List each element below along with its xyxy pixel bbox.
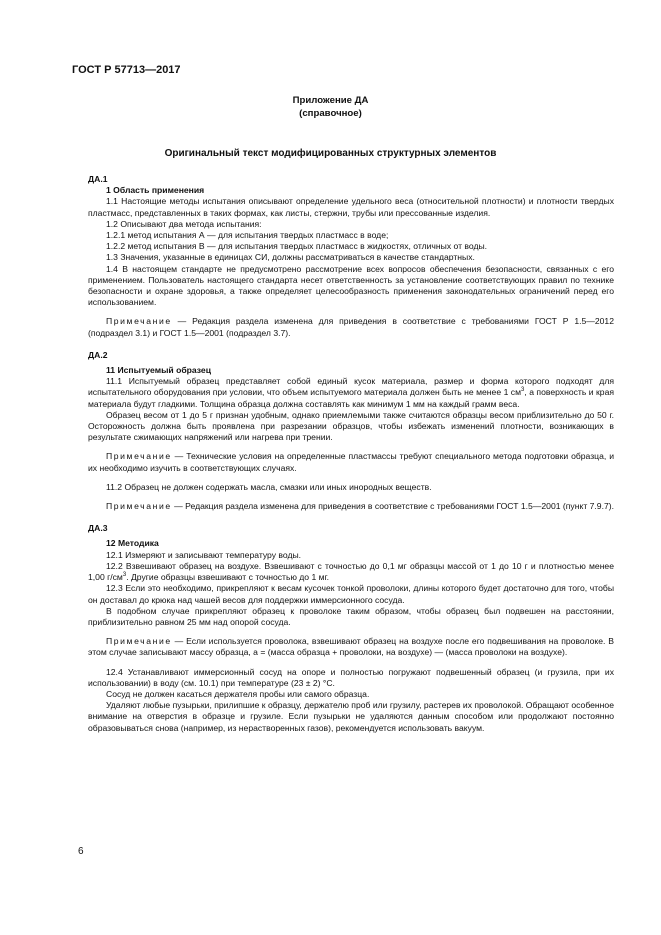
paragraph: В подобном случае прикрепляют образец к проволоке таким образом, чтобы образец был подвешен на расстоянии, приблизительно равном 25 мм над опорой сосуда. (88, 605, 614, 627)
section-title-scope: 1 Область применения (106, 185, 205, 196)
paragraph-text: . Другие образцы взвешивают с точностью до 1 мг. (126, 572, 330, 583)
page-number: 6 (78, 846, 84, 857)
note-label: Примечание (106, 451, 172, 462)
note (88, 451, 614, 473)
note (88, 501, 614, 512)
paragraph: 1.3 Значения, указанные в единицах СИ, должны рассматриваться в качестве стандартных. (106, 252, 475, 263)
paragraph: 11.2 Образец не должен содержать масла, смазки или иных инородных веществ. (106, 481, 432, 492)
paragraph-text: , а поверхность и края материала будут гладкими. Толщина образца должна составлять как минимум 1 мм на каждый грамм веса. (88, 387, 615, 409)
superscript: 3 (122, 572, 127, 579)
main-title: Оригинальный текст модифицированных структурных элементов (164, 148, 497, 159)
paragraph: 1.4 В настоящем стандарте не предусмотрено рассмотрение всех вопросов обеспечения безопасности, связанных с его применением. Пользователь настоящего стандарта несет ответственность за установление соответствующих правил по технике безопасности и охране здоровья, а также определяет целесообразность применения законодательных ограничений перед его использованием. (88, 263, 614, 308)
paragraph: 1.1 Настоящие методы испытания описывают определение удельного веса (относительной плотности) и плотности твердых пластмасс, представленных в таких формах, как листы, стержни, трубы или прессованные изделия. (88, 196, 614, 218)
note-text: — Редакция раздела изменена для приведения в соответствие с требованиями ГОСТ Р 1.5—2012 (подраздел 3.1) и ГОСТ 1.5—2001 (подраздел 3.7). (88, 316, 614, 338)
annex-title: Приложение ДА (292, 95, 369, 106)
paragraph: 12.4 Устанавливают иммерсионный сосуд на опоре и полностью погружают подвешенный образец (и грузила, при их использовании) в воду (см. 10.1) при температуре (23 ± 2) °С. (88, 666, 614, 688)
section-title-procedure: 12 Методика (106, 538, 159, 549)
section-id-da1: ДА.1 (88, 174, 108, 184)
annex-heading (0, 94, 661, 120)
paragraph: 1.2 Описывают два метода испытания: (106, 218, 262, 229)
note-label: Примечание (106, 501, 172, 512)
note-text: — Редакция раздела изменена для приведения в соответствие с требованиями ГОСТ 1.5—2001 (пункт 7.9.7). (171, 501, 615, 512)
paragraph-text: 11.1 Испытуемый образец представляет собой единый кусок материала, размер и форма которого подходят для испытательного оборудования при условии, что объем испытуемого материала должен быть не менее 1 см (88, 376, 614, 398)
document-body (88, 174, 614, 734)
paragraph: 1.2.1 метод испытания А — для испытания твердых пластмасс в воде; (106, 230, 389, 241)
note (88, 636, 614, 658)
section-id-da2: ДА.2 (88, 349, 108, 360)
note (88, 316, 614, 338)
document-header: ГОСТ Р 57713—2017 (72, 64, 181, 76)
note-label: Примечание (106, 316, 172, 327)
paragraph: 12.3 Если это необходимо, прикрепляют к весам кусочек тонкой проволоки, длины которого будет достаточно для того, чтобы он доставал до крюка над чашей весов для поддержки иммерсионного сосуда. (88, 583, 614, 605)
annex-type: (справочное) (299, 108, 362, 119)
section-id-da3: ДА.3 (88, 523, 108, 534)
paragraph: Сосуд не должен касаться держателя пробы или самого образца. (106, 688, 370, 699)
paragraph: 12.1 Измеряют и записывают температуру воды. (106, 549, 302, 560)
paragraph: Удаляют любые пузырьки, прилипшие к образцу, держателю проб или грузилу, растерев их проволокой. Обращают особенное внимание на отверстия в образце и грузиле. Если пузырьки не удаляются данным способом или продолжают постоянно образовываться снова (например, из нерастворенных газов), рекомендуется использовать вакуум. (88, 700, 614, 733)
paragraph (88, 561, 614, 583)
note-label: Примечание (106, 636, 172, 647)
paragraph: 1.2.2 метод испытания В — для испытания твердых пластмасс в жидкостях, отличных от воды. (106, 241, 488, 252)
note-text: — Если используется проволока, взвешивают образец на воздухе после его подвешивания на проволоке. В этом случае записывают массу образца, а = (масса образца + проволоки, на воздухе) — (масса проволоки на воздухе). (88, 636, 614, 658)
paragraph (88, 376, 614, 410)
note-text: — Технические условия на определенные пластмассы требуют специального метода подготовки образца, и их необходимо изучить в соответствующих случаях. (88, 451, 614, 473)
superscript: 3 (521, 387, 525, 394)
section-title-specimen: 11 Испытуемый образец (106, 365, 211, 376)
paragraph-text: 12.2 Взвешивают образец на воздухе. Взвешивают с точностью до 0,1 мг образцы массой от 1 до 10 г и плотностью менее 1,00 г/см (88, 560, 614, 583)
paragraph: Образец весом от 1 до 5 г признан удобным, однако приемлемыми также считаются образцы весом приблизительно до 50 г. Осторожность должна быть проявлена при разрезании образцов, чтобы избежать изменений плотности, возникающих в результате сжимающих напряжений или нагрева при трении. (88, 409, 614, 443)
